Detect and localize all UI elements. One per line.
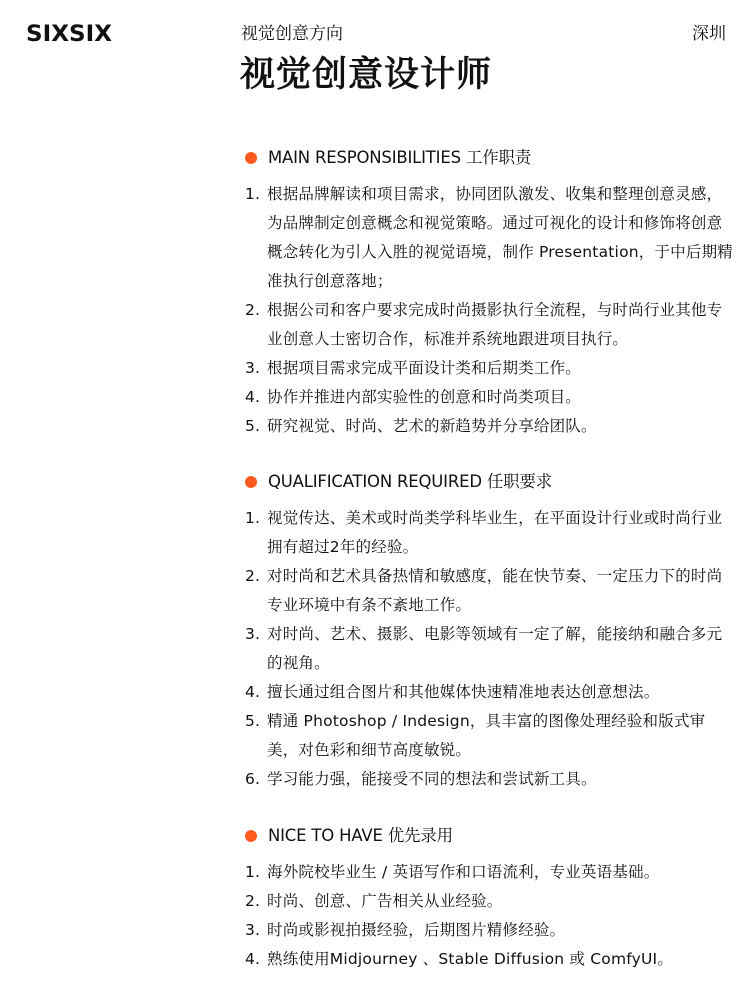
section-header	[245, 146, 735, 170]
item-text: 海外院校毕业生 / 英语写作和口语流利，专业英语基础。	[267, 863, 660, 881]
list-item	[245, 296, 735, 354]
list-item	[245, 707, 735, 765]
list-item	[245, 916, 735, 945]
item-text: 根据公司和客户要求完成时尚摄影执行全流程，与时尚行业其他专业创意人士密切合作，标准并系统地跟进项目执行。	[267, 301, 723, 348]
item-number: 4.	[245, 950, 261, 968]
item-number: 2.	[245, 567, 261, 585]
item-number: 4.	[245, 388, 261, 406]
company-logo: SIXSIX	[26, 22, 113, 47]
item-number: 4.	[245, 683, 261, 701]
item-text: 精通 Photoshop / Indesign，具丰富的图像处理经验和版式审美，对色彩和细节高度敏锐。	[267, 712, 706, 759]
job-title: 视觉创意设计师	[240, 55, 493, 95]
section-main-responsibilities	[245, 146, 735, 441]
nice-to-have-list	[245, 858, 735, 974]
item-text: 协作并推进内部实验性的创意和时尚类项目。	[267, 388, 582, 406]
item-number: 1.	[245, 863, 261, 881]
list-item	[245, 383, 735, 412]
qualification-list	[245, 504, 735, 794]
section-qualification-required	[245, 470, 735, 794]
item-number: 2.	[245, 892, 261, 910]
item-number: 5.	[245, 712, 261, 730]
item-number: 3.	[245, 921, 261, 939]
job-location: 深圳	[692, 24, 726, 44]
item-text: 根据项目需求完成平面设计类和后期类工作。	[267, 359, 582, 377]
section-header	[245, 470, 735, 494]
list-item	[245, 354, 735, 383]
bullet-dot-icon	[245, 830, 257, 842]
bullet-dot-icon	[245, 476, 257, 488]
section-title: NICE TO HAVE 优先录用	[268, 826, 453, 845]
item-text: 研究视觉、时尚、艺术的新趋势并分享给团队。	[267, 417, 597, 435]
section-header	[245, 824, 735, 848]
item-text: 根据品牌解读和项目需求，协同团队激发、收集和整理创意灵感，为品牌制定创意概念和视觉策略。通过可视化的设计和修饰将创意概念转化为引人入胜的视觉语境，制作 Presentation，于中后期精准执行创意落地；	[267, 185, 733, 290]
list-item	[245, 620, 735, 678]
item-text: 视觉传达、美术或时尚类学科毕业生，在平面设计行业或时尚行业拥有超过2年的经验。	[267, 509, 723, 556]
section-title: QUALIFICATION REQUIRED 任职要求	[268, 472, 553, 491]
responsibilities-list	[245, 180, 735, 441]
section-nice-to-have	[245, 824, 735, 974]
bullet-dot-icon	[245, 152, 257, 164]
item-text: 学习能力强，能接受不同的想法和尝试新工具。	[267, 770, 597, 788]
section-title: MAIN RESPONSIBILITIES 工作职责	[268, 148, 532, 167]
item-text: 对时尚、艺术、摄影、电影等领域有一定了解，能接纳和融合多元的视角。	[267, 625, 723, 672]
list-item	[245, 945, 735, 974]
list-item	[245, 504, 735, 562]
list-item	[245, 858, 735, 887]
item-number: 1.	[245, 509, 261, 527]
item-text: 时尚、创意、广告相关从业经验。	[267, 892, 503, 910]
item-text: 熟练使用Midjourney 、Stable Diffusion 或 ComfyUI。	[267, 950, 674, 968]
job-category: 视觉创意方向	[241, 24, 343, 44]
item-number: 2.	[245, 301, 261, 319]
list-item	[245, 765, 735, 794]
list-item	[245, 678, 735, 707]
item-number: 6.	[245, 770, 261, 788]
item-text: 对时尚和艺术具备热情和敏感度，能在快节奏、一定压力下的时尚专业环境中有条不紊地工作。	[267, 567, 723, 614]
list-item	[245, 412, 735, 441]
item-number: 5.	[245, 417, 261, 435]
item-text: 时尚或影视拍摄经验，后期图片精修经验。	[267, 921, 566, 939]
item-number: 3.	[245, 625, 261, 643]
item-number: 1.	[245, 185, 261, 203]
item-number: 3.	[245, 359, 261, 377]
list-item	[245, 887, 735, 916]
item-text: 擅长通过组合图片和其他媒体快速精准地表达创意想法。	[267, 683, 660, 701]
list-item	[245, 180, 735, 296]
list-item	[245, 562, 735, 620]
